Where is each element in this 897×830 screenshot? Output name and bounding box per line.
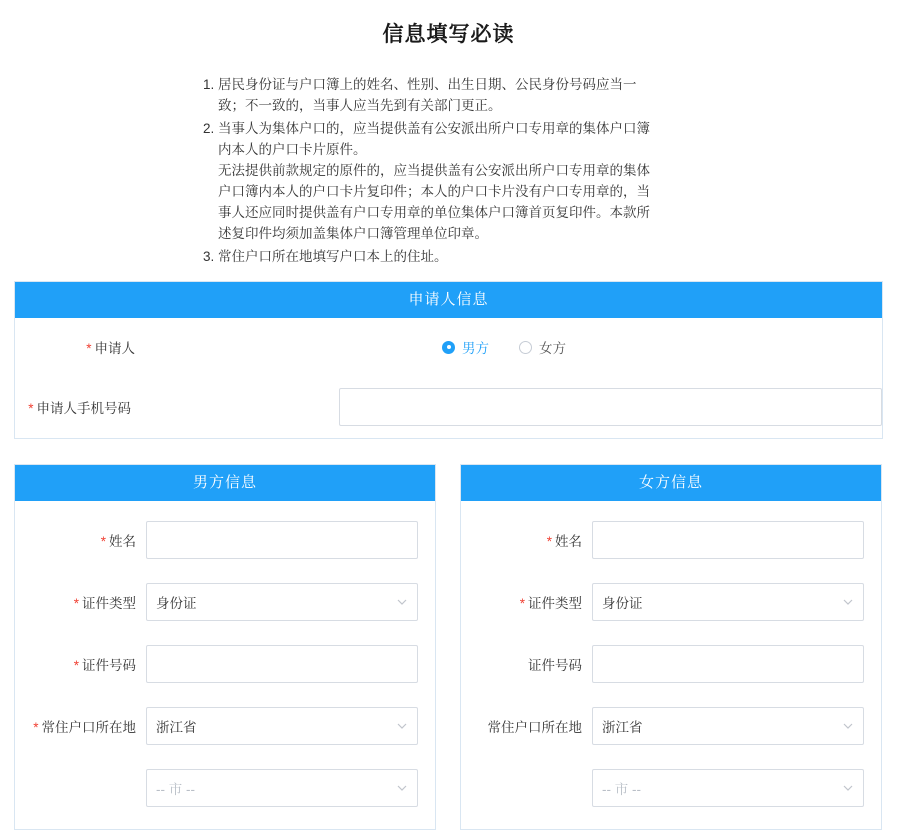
chevron-down-icon — [842, 596, 854, 608]
female-id-type-value: 身份证 — [602, 596, 643, 611]
chevron-down-icon — [842, 720, 854, 732]
female-name-label-wrap — [461, 530, 592, 550]
female-province-field — [592, 707, 864, 745]
applicant-label: 申请人 — [94, 341, 135, 356]
male-city-select[interactable] — [146, 769, 418, 807]
male-name-label-wrap — [15, 530, 146, 550]
notice-item-1-line-2: 致；不一致的，当事人应当先到有关部门更正。 — [218, 98, 502, 113]
notice-item-2-line-1: 2. 当事人为集体户口的，应当提供盖有公安派出所户口专用章的集体户口簿 — [218, 121, 650, 136]
notice-section — [0, 74, 897, 267]
male-city-field — [146, 769, 418, 807]
female-info-panel — [460, 464, 882, 830]
male-id-type-label-wrap — [15, 592, 146, 612]
female-id-type-row — [461, 571, 881, 633]
page-title: 信息填写必读 — [382, 23, 515, 46]
required-marker: * — [546, 534, 552, 549]
radio-applicant-male[interactable] — [442, 337, 489, 357]
female-id-number-label: 证件号码 — [528, 658, 582, 673]
notice-item-2-line-3: 无法提供前款规定的原件的，应当提供盖有公安派出所户口专用章的集体 — [218, 163, 650, 178]
female-id-type-select[interactable] — [592, 583, 864, 621]
male-name-label: 姓名 — [109, 534, 136, 549]
male-id-number-label: 证件号码 — [82, 658, 136, 673]
notice-item-2-line-6: 述复印件均须加盖集体户口簿管理单位印章。 — [218, 226, 488, 241]
female-name-input[interactable] — [592, 521, 864, 559]
female-name-label: 姓名 — [555, 534, 582, 549]
male-info-panel — [14, 464, 436, 830]
male-name-field — [146, 521, 418, 559]
male-id-type-select[interactable] — [146, 583, 418, 621]
female-province-select[interactable] — [592, 707, 864, 745]
female-city-value: -- 市 -- — [602, 782, 641, 797]
notice-item-3-line-1: 3. 常住户口所在地填写户口本上的住址。 — [218, 249, 448, 264]
notice-item-2-line-4: 户口簿内本人的户口卡片复印件；本人的户口卡片没有户口专用章的，当 — [218, 184, 650, 199]
applicant-info-panel — [14, 281, 883, 439]
radio-dot-icon — [442, 341, 455, 354]
female-id-number-label-wrap — [461, 654, 592, 674]
male-id-number-row — [15, 633, 435, 695]
required-marker: * — [73, 596, 79, 611]
female-name-row — [461, 509, 881, 571]
male-name-row — [15, 509, 435, 571]
applicant-label-wrap — [15, 337, 147, 357]
chevron-down-icon — [396, 596, 408, 608]
applicant-info-panel-header: 申请人信息 — [15, 282, 882, 318]
female-city-field — [592, 769, 864, 807]
notice-item-2 — [218, 118, 702, 244]
chevron-down-icon — [396, 720, 408, 732]
female-city-select[interactable] — [592, 769, 864, 807]
required-marker: * — [73, 658, 79, 673]
male-residence-label-wrap — [15, 716, 146, 736]
female-info-panel-header: 女方信息 — [461, 465, 881, 501]
applicant-info-panel-body — [15, 318, 882, 438]
party-info-columns — [14, 464, 883, 830]
male-city-row — [15, 757, 435, 819]
required-marker: * — [519, 596, 525, 611]
required-marker: * — [33, 720, 39, 735]
male-id-type-field — [146, 583, 418, 621]
chevron-down-icon — [396, 782, 408, 794]
required-marker: * — [100, 534, 106, 549]
female-id-number-row — [461, 633, 881, 695]
notice-item-1 — [218, 74, 702, 116]
chevron-down-icon — [842, 782, 854, 794]
male-residence-row — [15, 695, 435, 757]
male-residence-label: 常住户口所在地 — [41, 720, 136, 735]
applicant-phone-field — [339, 388, 882, 426]
male-id-number-input[interactable] — [146, 645, 418, 683]
female-city-row — [461, 757, 881, 819]
male-province-select[interactable] — [146, 707, 418, 745]
applicant-selector-row — [15, 318, 882, 376]
notice-list — [200, 74, 702, 267]
radio-applicant-female[interactable] — [519, 337, 566, 357]
female-id-number-field — [592, 645, 864, 683]
female-name-field — [592, 521, 864, 559]
male-id-number-field — [146, 645, 418, 683]
male-province-field — [146, 707, 418, 745]
notice-item-1-line-1: 1. 居民身份证与户口簿上的姓名、性别、出生日期、公民身份号码应当一 — [218, 77, 637, 92]
notice-item-3 — [218, 246, 702, 267]
female-residence-label: 常住户口所在地 — [487, 720, 582, 735]
male-id-type-row — [15, 571, 435, 633]
applicant-phone-row — [15, 376, 882, 438]
required-marker: * — [28, 401, 34, 416]
male-id-type-value: 身份证 — [156, 596, 197, 611]
male-info-panel-header: 男方信息 — [15, 465, 435, 501]
female-id-number-input[interactable] — [592, 645, 864, 683]
male-name-input[interactable] — [146, 521, 418, 559]
male-province-value: 浙江省 — [156, 720, 197, 735]
applicant-phone-label: 申请人手机号码 — [36, 401, 131, 416]
male-info-panel-body — [15, 501, 435, 819]
female-id-type-label-wrap — [461, 592, 592, 612]
male-id-number-label-wrap — [15, 654, 146, 674]
female-id-type-field — [592, 583, 864, 621]
female-id-type-label: 证件类型 — [528, 596, 582, 611]
notice-item-2-line-2: 内本人的户口卡片原件。 — [218, 142, 367, 157]
female-info-panel-body — [461, 501, 881, 819]
radio-applicant-male-label: 男方 — [462, 341, 489, 356]
female-province-value: 浙江省 — [602, 720, 643, 735]
applicant-radio-group[interactable] — [442, 337, 596, 357]
radio-dot-icon — [519, 341, 532, 354]
notice-item-2-line-5: 事人还应同时提供盖有户口专用章的单位集体户口簿首页复印件。本款所 — [218, 205, 650, 220]
male-id-type-label: 证件类型 — [82, 596, 136, 611]
required-marker: * — [86, 341, 92, 356]
applicant-phone-label-wrap — [15, 397, 143, 417]
female-residence-row — [461, 695, 881, 757]
male-city-value: -- 市 -- — [156, 782, 195, 797]
applicant-phone-input[interactable] — [339, 388, 882, 426]
radio-applicant-female-label: 女方 — [539, 341, 566, 356]
female-residence-label-wrap — [461, 716, 592, 736]
